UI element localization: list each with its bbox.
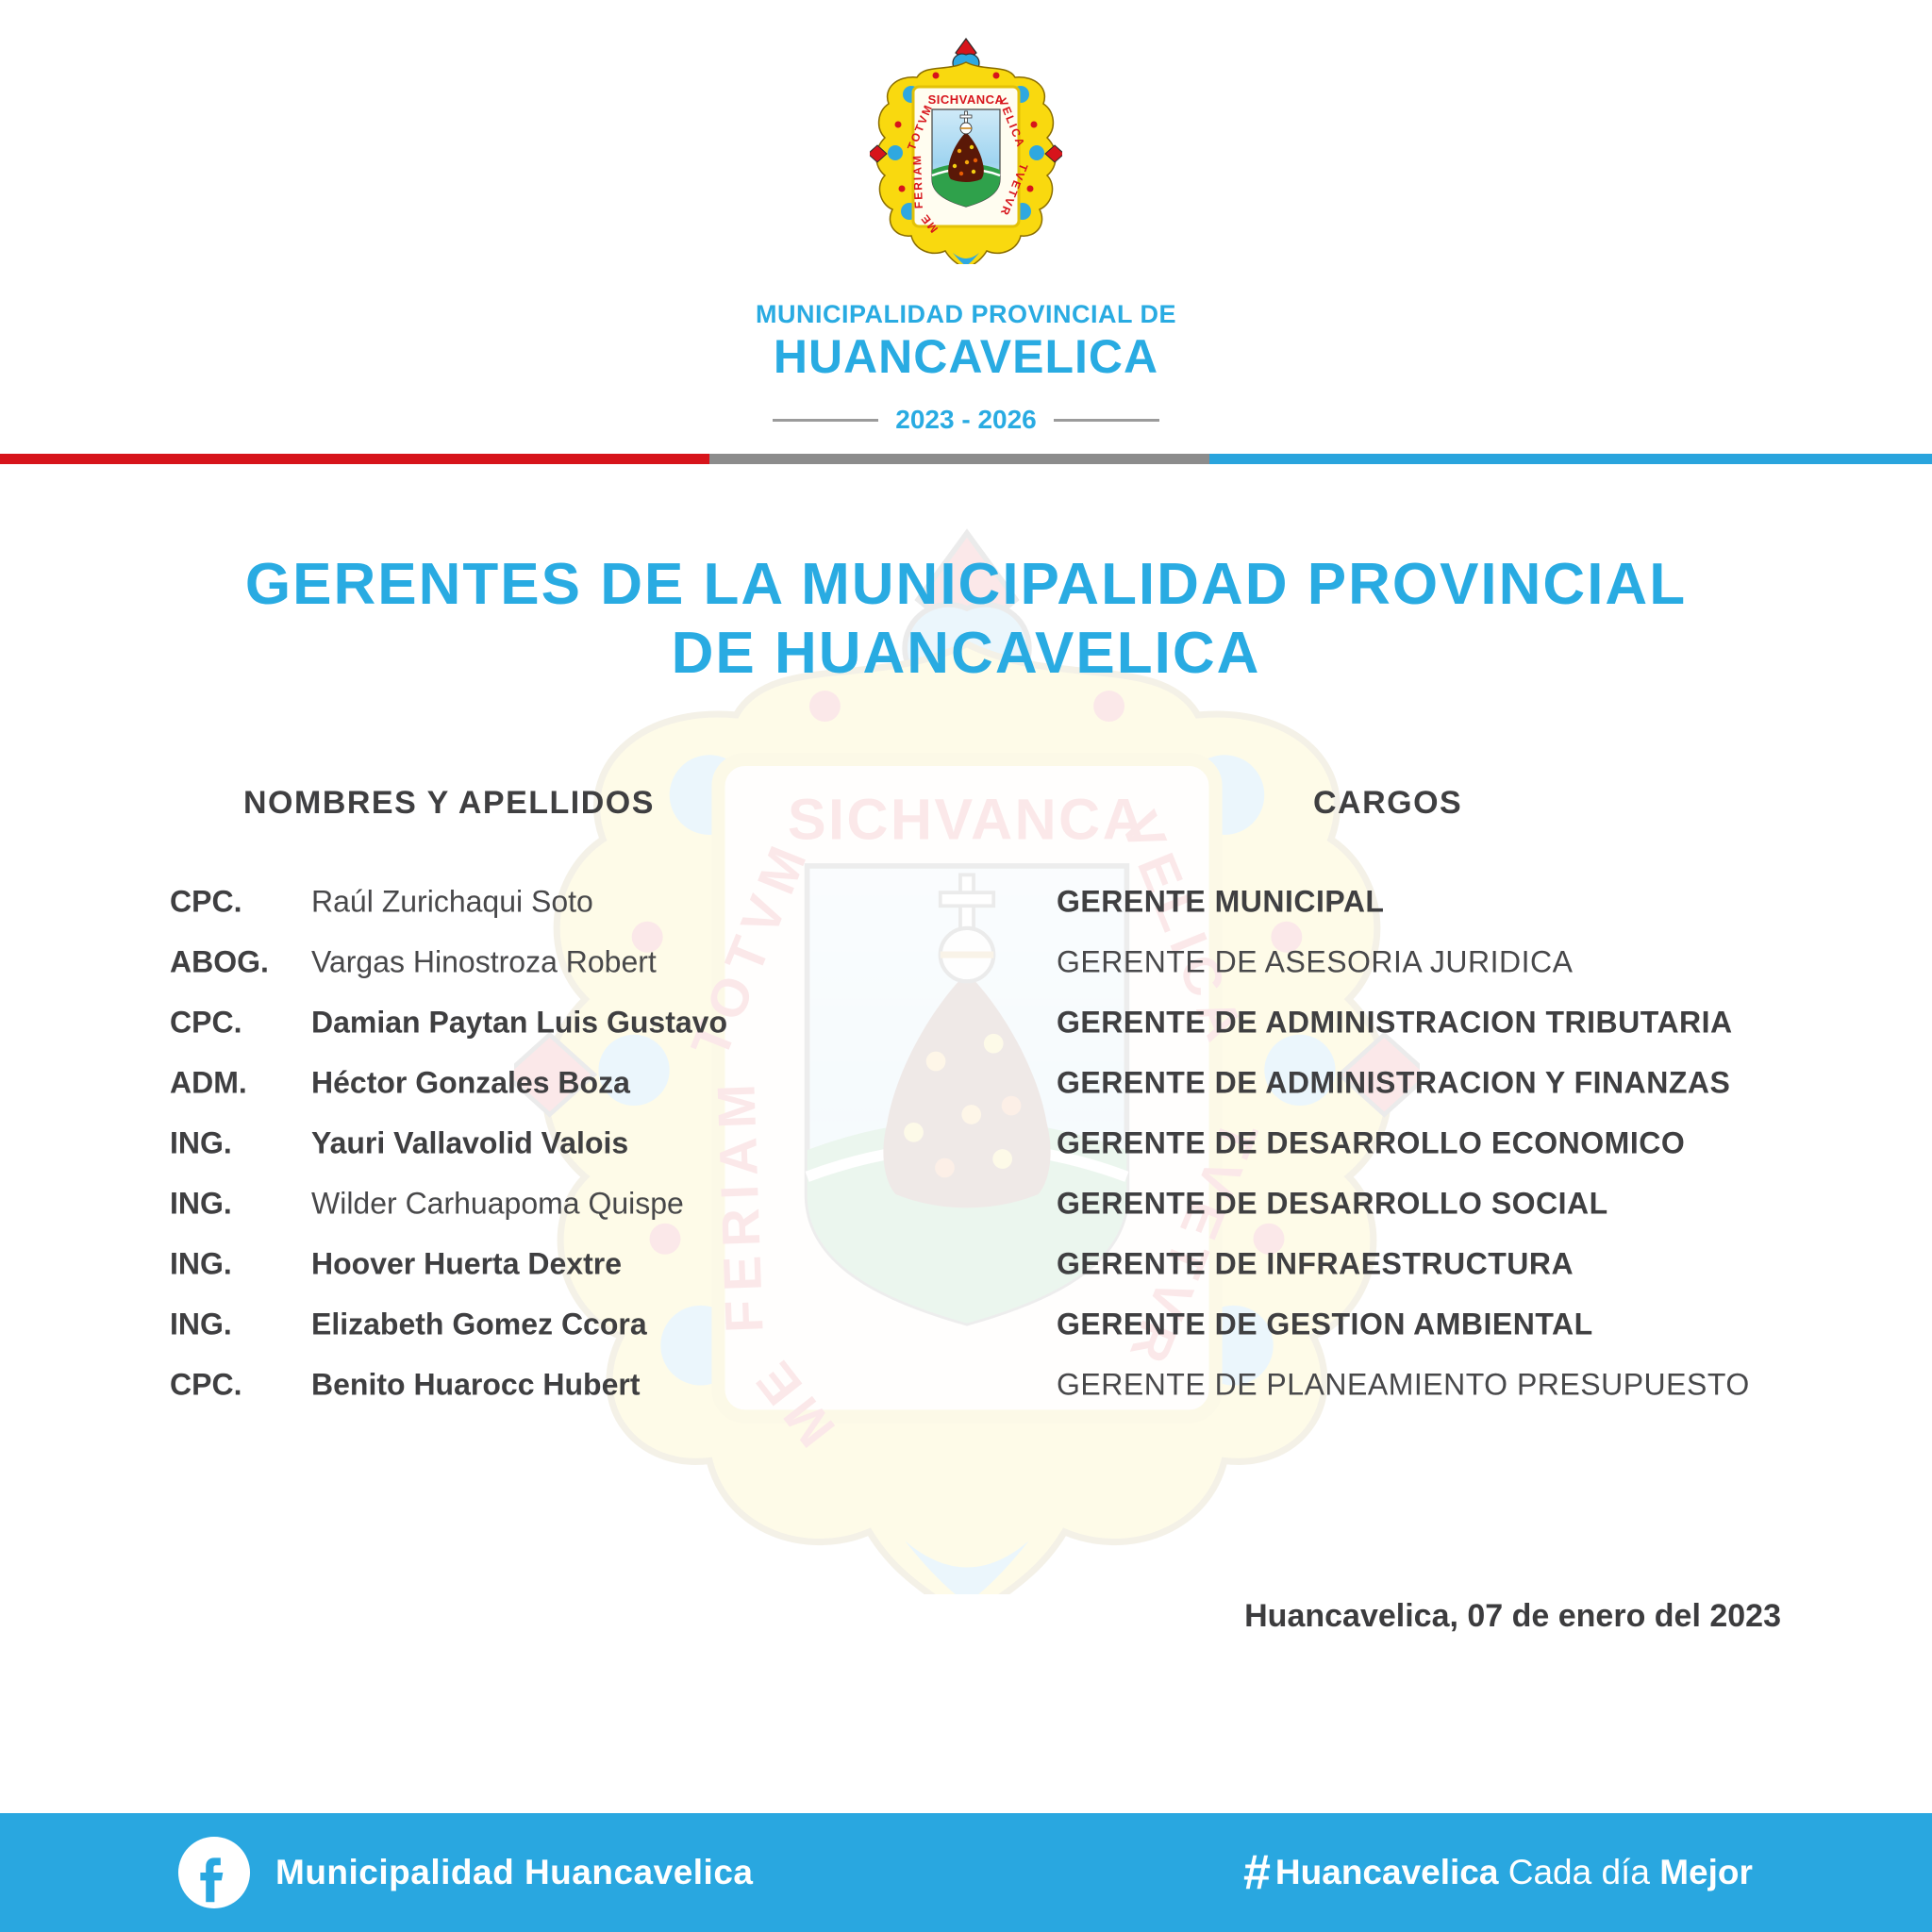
row-cargo: GERENTE DE ADMINISTRACION Y FINANZAS	[1057, 1065, 1731, 1100]
divider-red-segment	[0, 454, 709, 464]
date-line: Huancavelica, 07 de enero del 2023	[1244, 1598, 1781, 1634]
row-title-abbr: CPC.	[170, 1005, 242, 1040]
divider-gray-segment	[709, 454, 1209, 464]
divider-blue-segment	[1209, 454, 1932, 464]
column-header-names: NOMBRES Y APELLIDOS	[243, 785, 655, 821]
row-cargo: GERENTE DE GESTION AMBIENTAL	[1057, 1307, 1593, 1341]
table-row	[170, 1355, 1811, 1415]
row-name: Vargas Hinostroza Robert	[311, 944, 657, 979]
table-row	[170, 1234, 1811, 1294]
huancavelica-coat-of-arms-icon	[870, 38, 1062, 264]
table-row	[170, 932, 1811, 992]
table-row	[170, 1113, 1811, 1174]
row-name: Wilder Carhuapoma Quispe	[311, 1186, 684, 1221]
row-title-abbr: ADM.	[170, 1065, 247, 1100]
row-cargo: GERENTE DE INFRAESTRUCTURA	[1057, 1246, 1574, 1281]
row-name: Hoover Huerta Dextre	[311, 1246, 622, 1281]
row-name: Raúl Zurichaqui Soto	[311, 884, 593, 919]
page-title-line1: GERENTES DE LA MUNICIPALIDAD PROVINCIAL	[244, 552, 1688, 617]
row-title-abbr: ING.	[170, 1246, 232, 1281]
period-label: 2023 - 2026	[895, 405, 1037, 434]
row-title-abbr: ABOG.	[170, 944, 269, 979]
hashtag-text-segment: Mejor	[1659, 1853, 1753, 1891]
period-row	[0, 405, 1932, 435]
row-title-abbr: CPC.	[170, 884, 242, 919]
table-row	[170, 872, 1811, 932]
row-cargo: GERENTE MUNICIPAL	[1057, 884, 1385, 919]
org-line1: MUNICIPALIDAD PROVINCIAL DE	[755, 300, 1176, 328]
row-name: Elizabeth Gomez Ccora	[311, 1307, 647, 1341]
footer-bar	[0, 1813, 1932, 1932]
period-line-right	[1054, 419, 1159, 422]
page-title	[0, 550, 1932, 688]
column-header-cargos: CARGOS	[1313, 785, 1463, 821]
row-cargo: GERENTE DE ADMINISTRACION TRIBUTARIA	[1057, 1005, 1733, 1040]
table-row	[170, 1174, 1811, 1234]
org-name: HUANCAVELICA	[773, 330, 1159, 383]
facebook-icon	[177, 1836, 251, 1909]
row-cargo: GERENTE DE DESARROLLO SOCIAL	[1057, 1186, 1608, 1221]
row-cargo: GERENTE DE PLANEAMIENTO PRESUPUESTO	[1057, 1367, 1750, 1402]
row-name: Héctor Gonzales Boza	[311, 1065, 630, 1100]
row-cargo: GERENTE DE DESARROLLO ECONOMICO	[1057, 1125, 1686, 1160]
hashtag-slogan	[1243, 1813, 1753, 1932]
row-title-abbr: ING.	[170, 1307, 232, 1341]
row-name: Benito Huarocc Hubert	[311, 1367, 641, 1402]
row-name: Damian Paytan Luis Gustavo	[311, 1005, 728, 1040]
hashtag-text-segment: Cada día	[1498, 1853, 1660, 1891]
table-row	[170, 1294, 1811, 1355]
tricolor-divider	[0, 454, 1932, 464]
hashtag-symbol: #	[1243, 1845, 1271, 1900]
table-row	[170, 992, 1811, 1053]
period-line-left	[773, 419, 878, 422]
row-title-abbr: CPC.	[170, 1367, 242, 1402]
page-title-line2: DE HUANCAVELICA	[671, 621, 1261, 686]
row-title-abbr: ING.	[170, 1186, 232, 1221]
hashtag-text-segment: Huancavelica	[1274, 1853, 1499, 1891]
facebook-page-label: Municipalidad Huancavelica	[275, 1853, 754, 1891]
row-title-abbr: ING.	[170, 1125, 232, 1160]
row-name: Yauri Vallavolid Valois	[311, 1125, 629, 1160]
row-cargo: GERENTE DE ASESORIA JURIDICA	[1057, 944, 1574, 979]
table-rows	[170, 872, 1811, 1438]
table-row	[170, 1053, 1811, 1113]
